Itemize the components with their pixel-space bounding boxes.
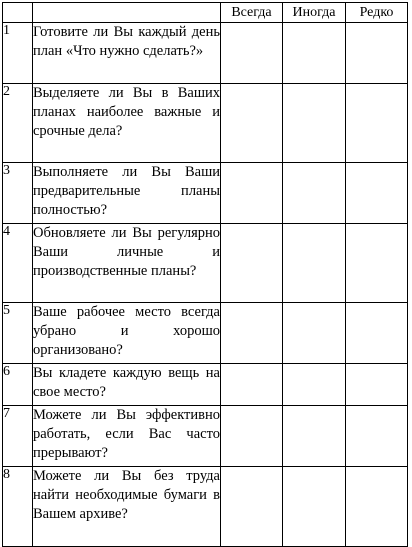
table-row [3,364,408,406]
header-rarely: Редко [346,3,408,23]
question-number: 7 [3,406,33,467]
question-text: Выделяете ли Вы в Ваших планах наиболее важные и срочные дела? [33,84,221,163]
answer-sometimes-cell [283,467,346,547]
answer-rarely-cell [346,224,408,303]
answer-always-cell [221,406,283,467]
question-text: Выполняете ли Вы Ваши предварительные планы полностью? [33,163,221,224]
header-question [33,3,221,23]
table-row [3,303,408,364]
answer-rarely-cell [346,163,408,224]
answer-always-cell [221,163,283,224]
table-row [3,467,408,547]
table-row [3,23,408,84]
answer-sometimes-cell [283,303,346,364]
answer-rarely-cell [346,23,408,84]
table-row [3,224,408,303]
question-number: 2 [3,84,33,163]
header-row [3,3,408,23]
answer-rarely-cell [346,303,408,364]
question-number: 6 [3,364,33,406]
answer-rarely-cell [346,84,408,163]
answer-sometimes-cell [283,163,346,224]
question-text: Вы кладете каждую вещь на свое место? [33,364,221,406]
answer-rarely-cell [346,364,408,406]
question-number: 8 [3,467,33,547]
answer-always-cell [221,303,283,364]
answer-sometimes-cell [283,84,346,163]
header-number [3,3,33,23]
question-text: Обновляете ли Вы регулярно Ваши личные и производственные планы? [33,224,221,303]
question-text: Можете ли Вы эффективно работать, если Вас часто прерывают? [33,406,221,467]
answer-sometimes-cell [283,364,346,406]
answer-always-cell [221,23,283,84]
table-row [3,84,408,163]
answer-always-cell [221,224,283,303]
answer-always-cell [221,467,283,547]
header-always: Всегда [221,3,283,23]
table-row [3,406,408,467]
answer-sometimes-cell [283,406,346,467]
question-number: 5 [3,303,33,364]
question-text: Ваше рабочее место всегда убрано и хорошо организовано? [33,303,221,364]
question-number: 4 [3,224,33,303]
question-text: Можете ли Вы без труда найти необходимые бумаги в Вашем архиве? [33,467,221,547]
header-sometimes: Иногда [283,3,346,23]
questionnaire-table [2,2,408,547]
questionnaire [2,2,408,547]
answer-rarely-cell [346,467,408,547]
question-number: 3 [3,163,33,224]
answer-sometimes-cell [283,23,346,84]
answer-always-cell [221,84,283,163]
table-row [3,163,408,224]
answer-sometimes-cell [283,224,346,303]
answer-always-cell [221,364,283,406]
question-text: Готовите ли Вы каждый день план «Что нужно сделать?» [33,23,221,84]
question-number: 1 [3,23,33,84]
answer-rarely-cell [346,406,408,467]
